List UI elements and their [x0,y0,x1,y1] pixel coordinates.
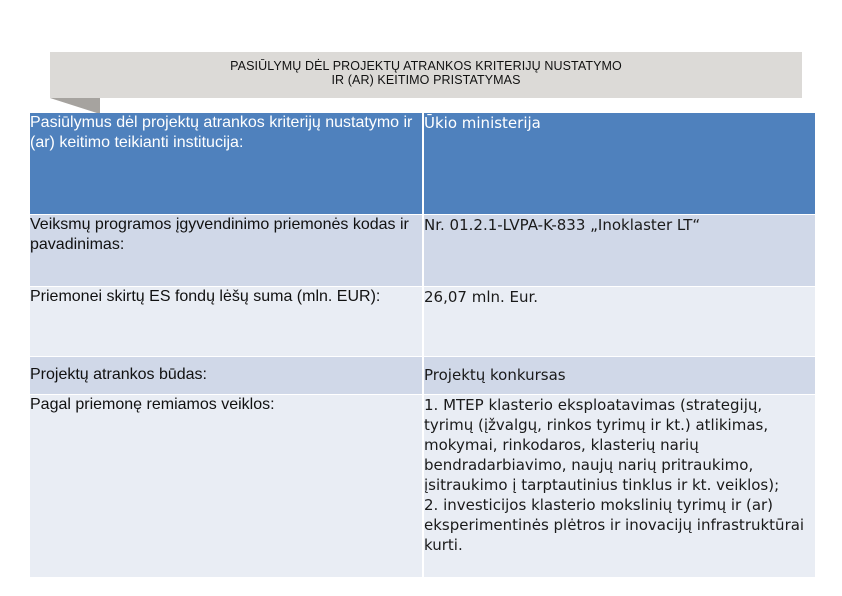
funding-amount-value: 26,07 mln. Eur. [423,286,815,356]
institution-label: Pasiūlymus dėl projektų atrankos kriterijų nustatymo ir (ar) keitimo teikianti institucija: [30,113,423,214]
measure-code-label: Veiksmų programos įgyvendinimo priemonės kodas ir pavadinimas: [30,214,423,286]
table-row-funding-amount [30,286,815,356]
institution-value: Ūkio ministerija [423,113,815,214]
table-row-selection-method [30,356,815,394]
selection-method-label: Projektų atrankos būdas: [30,356,423,394]
slide-title-line-2: IR (AR) KEITIMO PRISTATYMAS [331,73,521,87]
slide-title-banner [50,52,802,98]
selection-method-value: Projektų konkursas [423,356,815,394]
funding-amount-label: Priemonei skirtų ES fondų lėšų suma (mln. EUR): [30,286,423,356]
proposal-info-table [30,113,815,577]
table-row-measure-code [30,214,815,286]
table-row-institution [30,113,815,214]
table-row-supported-activities [30,394,815,577]
supported-activities-label: Pagal priemonę remiamos veiklos: [30,394,423,577]
slide-title-line-1: PASIŪLYMŲ DĖL PROJEKTŲ ATRANKOS KRITERIJŲ NUSTATYMO [230,59,622,73]
banner-fold-decoration [50,98,100,114]
measure-code-value: Nr. 01.2.1-LVPA-K-833 „Inoklaster LT“ [423,214,815,286]
activity-item-2: 2. investicijos klasterio mokslinių tyrimų ir (ar) eksperimentinės plėtros ir inovacijų infrastruktūrai kurti. [424,495,805,554]
supported-activities-value [423,394,815,577]
activity-item-1: 1. MTEP klasterio eksploatavimas (strategijų, tyrimų (įžvalgų, rinkos tyrimų ir kt.) atlikimas, mokymai, rinkodaros, klasterių narių bendradarbiavimo, naujų narių pritraukimo, įsitraukimo į tarptautinius tinklus ir kt. veiklos); [424,395,780,494]
